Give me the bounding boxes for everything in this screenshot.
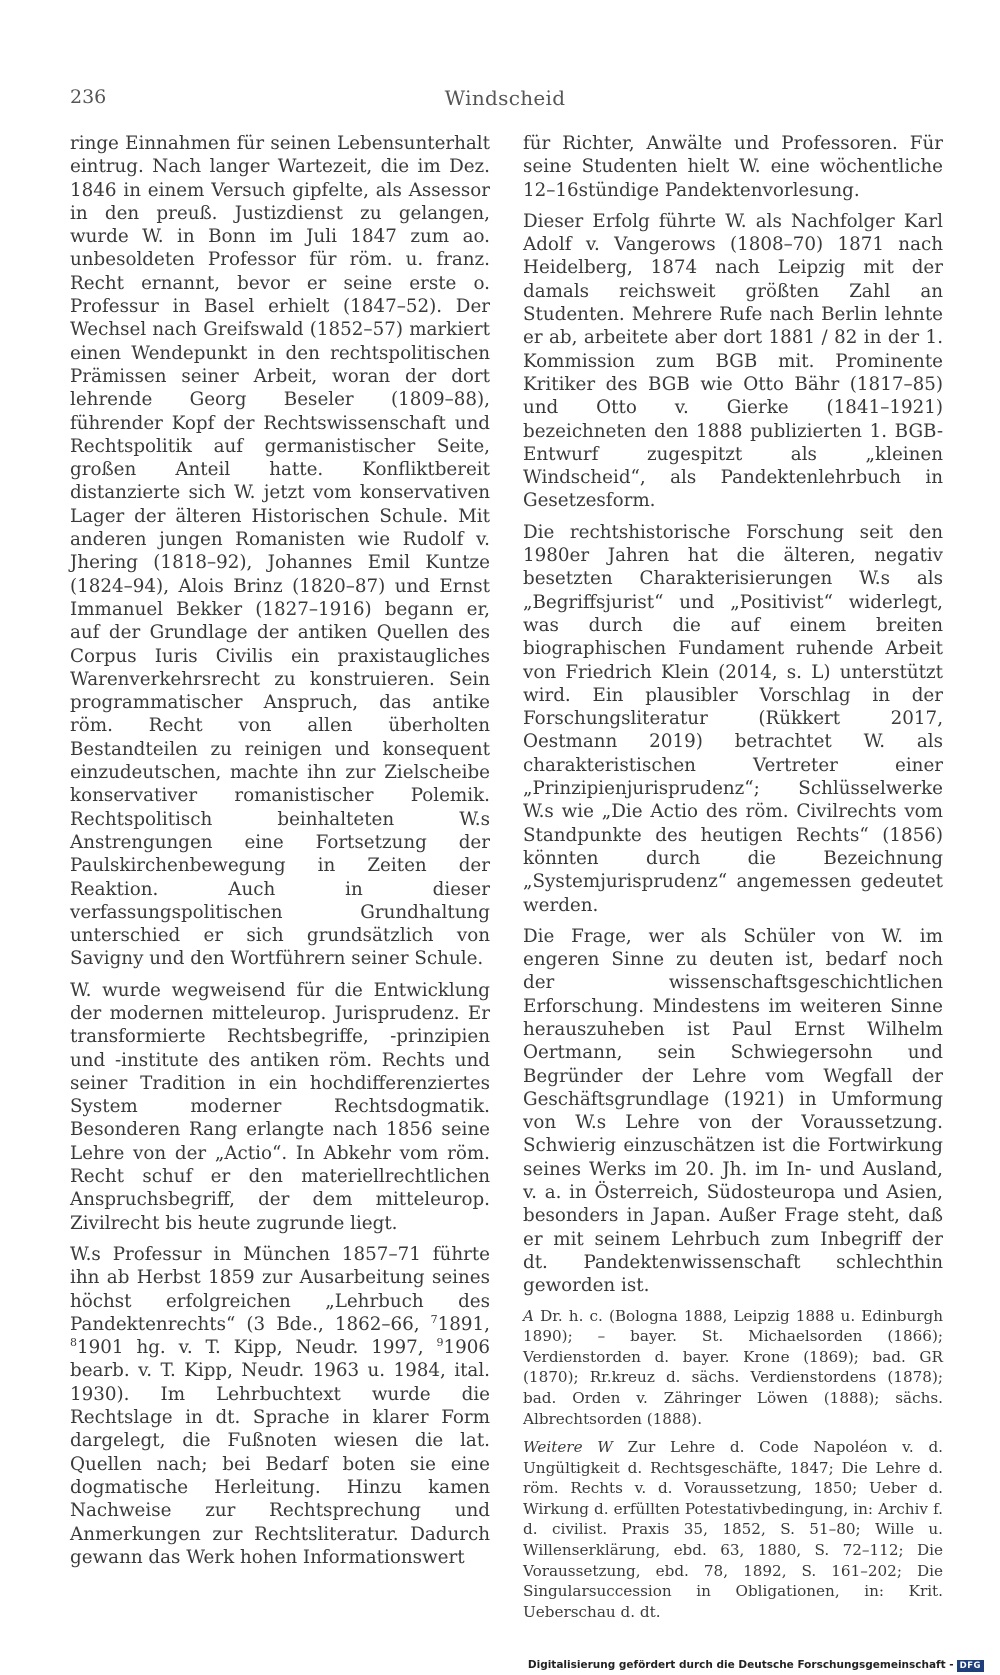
digitization-footer [528,1659,984,1672]
awards-label: A [523,1306,534,1325]
edition-superscript: 9 [436,1336,444,1350]
running-head: Windscheid [444,86,566,110]
works-label: Weitere W [523,1438,613,1457]
paragraph: ringe Einnahmen für seinen Lebensunterhalt eintrug. Nach langer Wartezeit, die im Dez. 1846 in einem Versuch gipfelte, als Assessor in den preuß. Justizdienst zu gelangen, wurde W. in Bonn im Juli 1847 zum ao. unbesoldeten Professor für röm. u. franz. Recht ernannt, bevor er seine erste o. Professur in Basel erhielt (1847–52). Der Wechsel nach Greifswald (1852–57) markiert einen Wendepunkt in den rechtspolitischen Prämissen seiner Arbeit, woran der dort lehrende Georg Beseler (1809–88), führender Kopf der Rechtswissenschaft und Rechtspolitik auf germanistischer Seite, großen Anteil hatte. Konfliktbereit distanzierte sich W. jetzt vom konservativen Lager der älteren Historischen Schule. Mit anderen jungen Romanisten wie Rudolf v. Jhering (1818–92), Johannes Emil Kuntze (1824–94), Alois Brinz (1820–87) und Ernst Immanuel Bekker (1827–1916) begann er, auf der Grundlage der antiken Quellen des Corpus Iuris Civilis ein praxistaugliches Warenverkehrsrecht zu konstruieren. Sein programmatischer Anspruch, das antike röm. Recht von allen überholten Bestandteilen zu reinigen und konsequent einzudeutschen, machte ihn zur Zielscheibe konservativer romanistischer Polemik. Rechtspolitisch beinhalteten W.s Anstrengungen eine Fortsetzung der Paulskirchenbewegung in Zeiten der Reaktion. Auch in dieser verfassungspolitischen Grundhaltung unterschied er sich grundsätzlich von Savigny und den Wortführern seiner Schule. [70,133,490,970]
dfg-logo: DFG [957,1660,984,1672]
left-column [70,132,490,1577]
edition-superscript: 7 [430,1312,438,1326]
edition-superscript: 8 [70,1336,77,1350]
paragraph: Die rechtshistorische Forschung seit den 1980er Jahren hat die älteren, negativ besetzten Charakterisierungen W.s als „Begriffsjurist“ und „Positivist“ widerlegt, was durch die auf einem breiten biographischen Fundament ruhende Arbeit von Friedrich Klein (2014, s. L) unterstützt wird. Ein plausibler Vorschlag in der Forschungsliteratur (Rükkert 2017, Oestmann 2019) betrachtet W. als charakteristischen Vertreter einer „Prinzipienjurisprudenz“; Schlüsselwerke W.s wie „Die Actio des röm. Civilrechts vom Standpunkte des heutigen Rechts“ (1856) könnten durch die Bezeichnung „Systemjurisprudenz“ angemessen gedeutet werden. [523,521,943,916]
paragraph: Die Frage, wer als Schüler von W. im engeren Sinne zu deuten ist, bedarf noch der wissenschaftsgeschichtlichen Erforschung. Mindestens im weiteren Sinne herauszuheben ist Paul Ernst Wilhelm Oertmann, sein Schwiegersohn und Begründer der Lehre vom Wegfall der Geschäftsgrundlage (1921) in Umformung von W.s Lehre von der Voraussetzung. Schwierig einzuschätzen ist die Fortwirkung seines Werks im 20. Jh. im In- und Ausland, v. a. in Österreich, Südosteuropa und Asien, besonders in Japan. Außer Frage steht, daß er mit seinem Lehrbuch zum Inbegriff der dt. Pandektenwissenschaft schlechthin geworden ist. [523,925,943,1297]
text-run: 1906 bearb. v. T. Kipp, Neudr. 1963 u. 1984, ital. 1930). Im Lehrbuchtext wurde die Rechtslage in dt. Sprache in klarer Form dargelegt, die Fußnoten wiesen die lat. Quellen nach; bei Bedarf boten sie eine dogmatische Herleitung. Hinzu kamen Nachweise zur Rechtsprechung und Anmerkungen zur Rechtsliteratur. Dadurch gewann das Werk hohen Informationswert [70,1337,490,1568]
paragraph: Dieser Erfolg führte W. als Nachfolger Karl Adolf v. Vangerows (1808–70) 1871 nach Heidelberg, 1874 nach Leipzig mit der damals reichsweit größten Zahl an Studenten. Mehrere Rufe nach Berlin lehnte er ab, arbeitete aber dort 1881 / 82 in der 1. Kommission zum BGB mit. Prominente Kritiker des BGB wie Otto Bähr (1817–85) und Otto v. Gierke (1841–1921) bezeichneten den 1888 publizierten 1. BGB-Entwurf zugespitzt als „kleinen Windscheid“, als Pandektenlehrbuch in Gesetzesform. [523,210,943,512]
works-text: Zur Lehre d. Code Napoléon v. d. Ungültigkeit d. Rechtsgeschäfte, 1847; Die Lehre d. röm. Rechts v. d. Voraussetzung, 1850; Ueber d. Wirkung d. erfüllten Potestativbedingung, in: Archiv f. d. civilist. Praxis 35, 1852, S. 51–80; Wille u. Willenserklärung, ebd. 63, 1880, S. 72–112; Die Voraussetzung, ebd. 78, 1892, S. 161–202; Die Singularsuccession in Obligationen, in: Krit. Ueberschau d. dt. [523,1438,943,1621]
page-header [70,86,940,116]
awards-text: Dr. h. c. (Bologna 1888, Leipzig 1888 u. Edinburgh 1890); – bayer. St. Michaelsorden (1866); Verdienstorden d. bayer. Krone (1869); bad. GR (1870); Rr.kreuz d. sächs. Verdienstordens (1878); bad. Orden v. Zähringer Löwen (1888); sächs. Albrechtsorden (1888). [523,1306,943,1428]
text-run: W.s Professur in München 1857–71 führte ihn ab Herbst 1859 zur Ausarbeitung seines höchst erfolgreichen „Lehrbuch des Pandektenrechts“ (3 Bde., 1862–66, [70,1243,490,1335]
footer-text: Digitalisierung gefördert durch die Deutsche Forschungsgemeinschaft - [527,1659,954,1671]
awards-section [523,1306,943,1430]
text-run: 1901 hg. v. T. Kipp, Neudr. 1997, [77,1337,437,1359]
paragraph: für Richter, Anwälte und Professoren. Für seine Studenten hielt W. eine wöchentliche 12–16stündige Pandektenvorlesung. [523,133,943,201]
paragraph: W. wurde wegweisend für die Entwicklung der modernen mitteleurop. Jurisprudenz. Er transformierte Rechtsbegriffe, -prinzipien und -institute des antiken röm. Rechts und seiner Tradition in ein hochdifferenziertes System moderner Rechtsdogmatik. Besonderen Rang erlangte nach 1856 seine Lehre von der „Actio“. In Abkehr vom röm. Recht schuf er den materiellrechtlichen Anspruchsbegriff, der dem mitteleurop. Zivilrecht bis heute zugrunde liegt. [70,979,490,1234]
works-section [523,1437,943,1622]
text-run: 1891, [437,1313,490,1335]
paragraph [70,1243,490,1569]
right-column [523,132,943,1630]
page-number: 236 [70,86,107,108]
